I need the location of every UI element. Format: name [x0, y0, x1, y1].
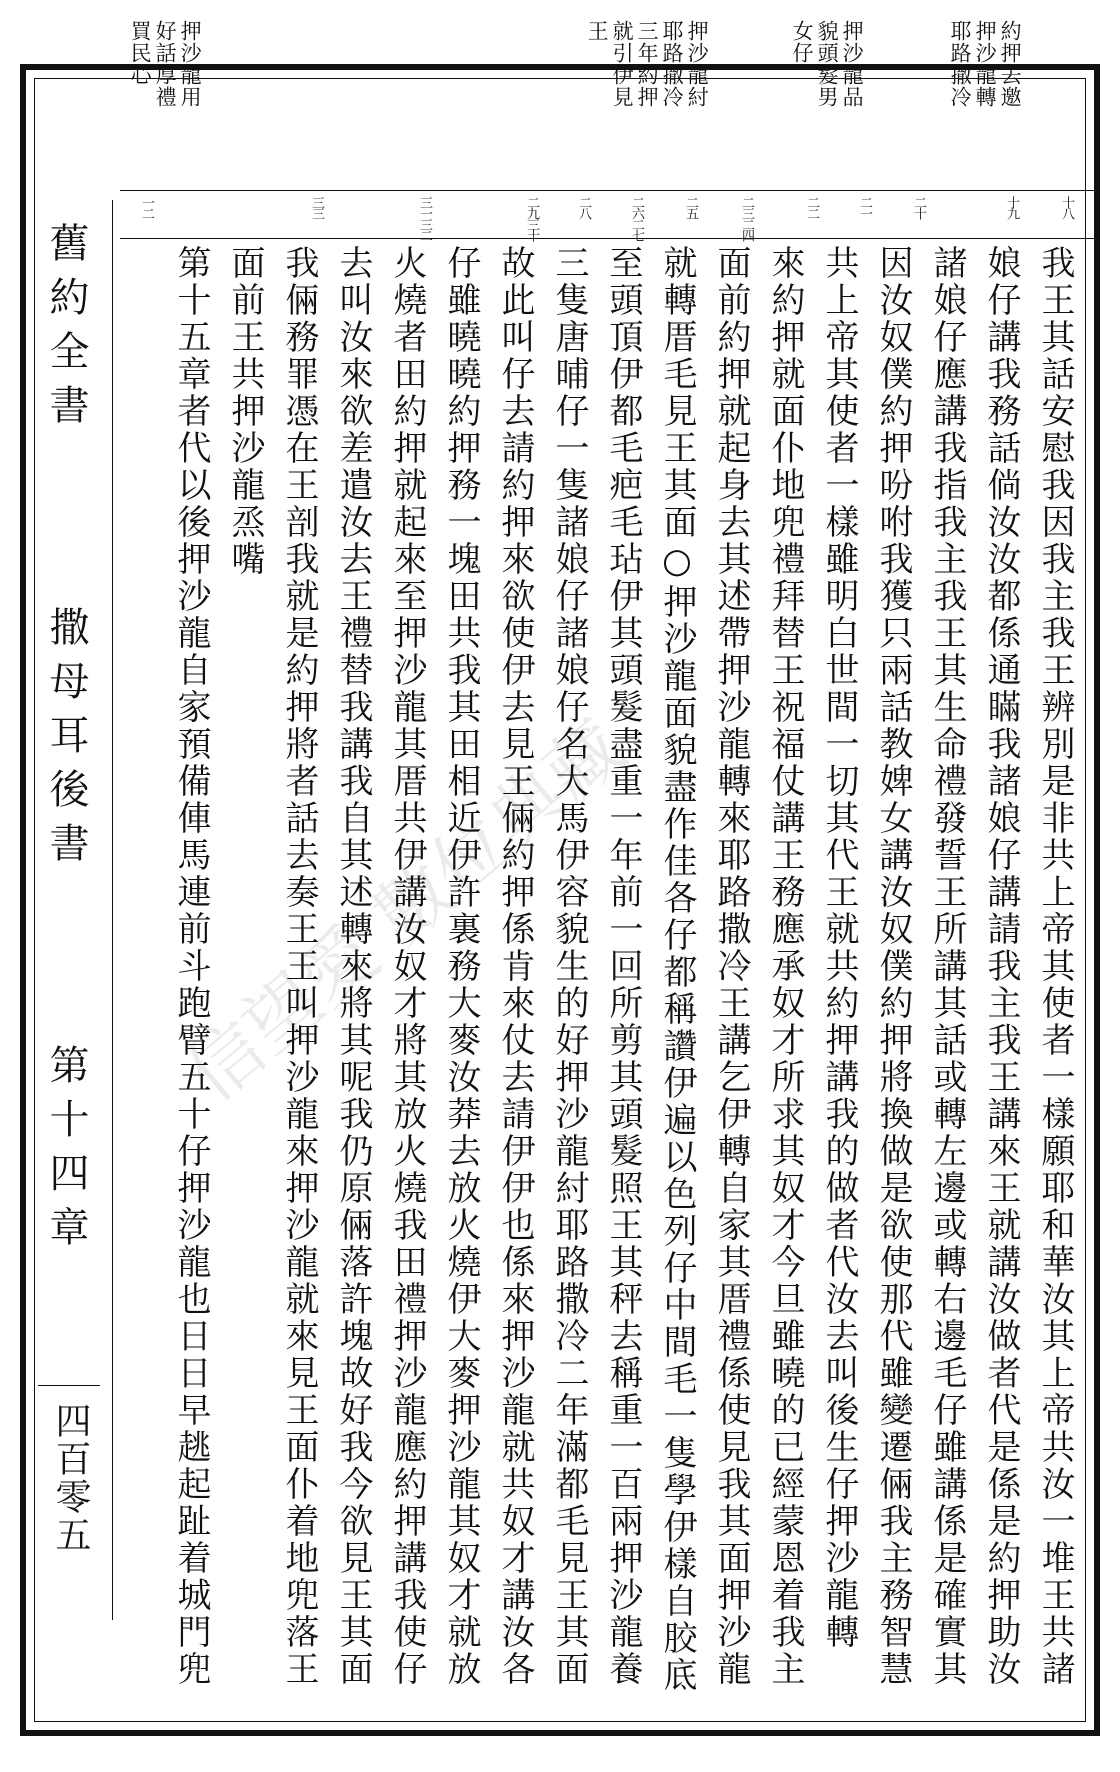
header-note: 三年約押	[635, 20, 660, 108]
page-number-box	[38, 1385, 100, 1586]
verse-number: 三一三二	[417, 196, 432, 240]
text-column: 火燒者田約押就起來至押沙龍其厝共伊講汝奴才將其放火燒我田禮押沙龍應約押講我使仔	[387, 245, 427, 1688]
verse-number: 十九	[1004, 196, 1019, 218]
text-column: 就轉厝毛見王其面○押沙龍面貌盡作佳各仔都稱讚伊遍以色列仔中間毛一隻學伊樣自胶底	[657, 245, 697, 1694]
verse-number-row	[120, 196, 1100, 240]
chapter-heading: 第十四章	[43, 1044, 89, 1260]
text-column: 故此叫仔去請約押來欲使伊去見王倆約押係肯來仗去請伊伊也係來押沙龍就共奴才講汝各	[495, 245, 535, 1688]
header-note: 押沙龍品	[840, 20, 865, 108]
verse-number: 一二	[139, 196, 154, 218]
text-column: 面前約押就起身去其述帶押沙龍轉來耶路撒冷王講乞伊轉自家其厝禮係使見我其面押沙龍	[711, 245, 751, 1688]
text-column: 因汝奴僕約押吩咐我獲只兩話教婢女講汝奴僕約押將換做是欲使那代雖變遷倆我主務智慧	[873, 245, 913, 1688]
page-number: 四百零五	[50, 1402, 91, 1554]
text-column: 來約押就面仆地兜禮拜替王祝福仗講王務應承奴才所求其奴才今旦雖曉的已經蒙恩着我主	[765, 245, 805, 1688]
book-name: 撒母耳後書	[43, 606, 89, 876]
header-note: 買民心	[128, 20, 153, 86]
text-column: 至頭頂伊都毛疤毛玷伊其頭髮盡重一年前一回所剪其頭髮照王其秤去稱重一百兩押沙龍養	[603, 245, 643, 1688]
header-note: 好話厚禮	[153, 20, 178, 108]
verse-number: 二六二七	[629, 196, 644, 240]
header-note: 押沙龍用	[178, 20, 203, 108]
verse-number: 十八	[1059, 196, 1074, 218]
text-column: 去叫汝來欲差遣汝去王禮替我講我自其述轉來將其呢我仍原倆落許塊故好我今欲見王其面	[333, 245, 373, 1688]
verse-number: 二三二四	[739, 196, 754, 240]
verse-number: 二十	[911, 196, 926, 218]
text-column: 我倆務罪憑在王剖我就是約押將者話去奏王王叫押沙龍來押沙龍就來見王面仆着地兜落王	[279, 245, 319, 1688]
verse-number: 二八	[576, 196, 591, 218]
header-note: 就引伊見	[610, 20, 635, 108]
header-note: 貌頭髮男	[815, 20, 840, 108]
text-column: 三隻唐晡仔一隻諸娘仔諸娘仔名大馬伊容貌生的好押沙龍紂耶路撒冷二年滿都毛見王其面	[549, 245, 589, 1688]
verse-number: 二一	[857, 196, 872, 218]
text-column: 面前王共押沙龍烝嘴	[225, 245, 265, 578]
text-column: 娘仔講我務話倘汝汝都係通瞞我諸娘仔講請我主我王講來王就講汝做者代是係是約押助汝	[981, 245, 1021, 1688]
header-note: 押沙龍紂	[685, 20, 710, 108]
verse-number: 二九三十	[524, 196, 539, 240]
book-title	[43, 222, 89, 1260]
text-column: 共上帝其使者一樣雖明白世間一切其代王就共約押講我的做者代汝去叫後生仔押沙龍轉	[819, 245, 859, 1651]
text-column: 第十五章者代以後押沙龍自家預備俥馬連前斗跑臂五十仔押沙龍也日日早趒起趾着城門兜	[171, 245, 211, 1688]
verse-number: 二二	[804, 196, 819, 218]
text-column: 仔雖曉曉約押務一塊田共我其田相近伊許裏務大麥汝莽去放火燒伊大麥押沙龍其奴才就放	[441, 245, 481, 1688]
text-column: 我王其話安慰我因我主我王辨別是非共上帝其使者一樣願耶和華汝其上帝共汝一堆王共諸	[1035, 245, 1075, 1688]
verse-number: 二五	[683, 196, 698, 218]
header-rule	[120, 190, 1100, 191]
text-column: 諸娘仔應講我指我主我王其生命禮發誓王所講其話或轉左邊或轉右邊毛仔雖講係是確實其	[927, 245, 967, 1688]
main-text	[120, 245, 1098, 1694]
header-note: 耶路撒冷	[660, 20, 685, 108]
left-margin	[28, 200, 113, 1620]
header-note: 約押去邀	[998, 20, 1023, 108]
verse-number: 三三	[309, 196, 324, 218]
book-title-text: 舊約全書	[43, 222, 89, 438]
header-note: 王	[585, 20, 610, 42]
header-note: 女仔	[790, 20, 815, 64]
verse-row-rule	[120, 238, 1100, 239]
header-note: 押沙龍轉	[973, 20, 998, 108]
header-note: 耶路撒冷	[948, 20, 973, 108]
header-notes-band	[120, 20, 1100, 185]
